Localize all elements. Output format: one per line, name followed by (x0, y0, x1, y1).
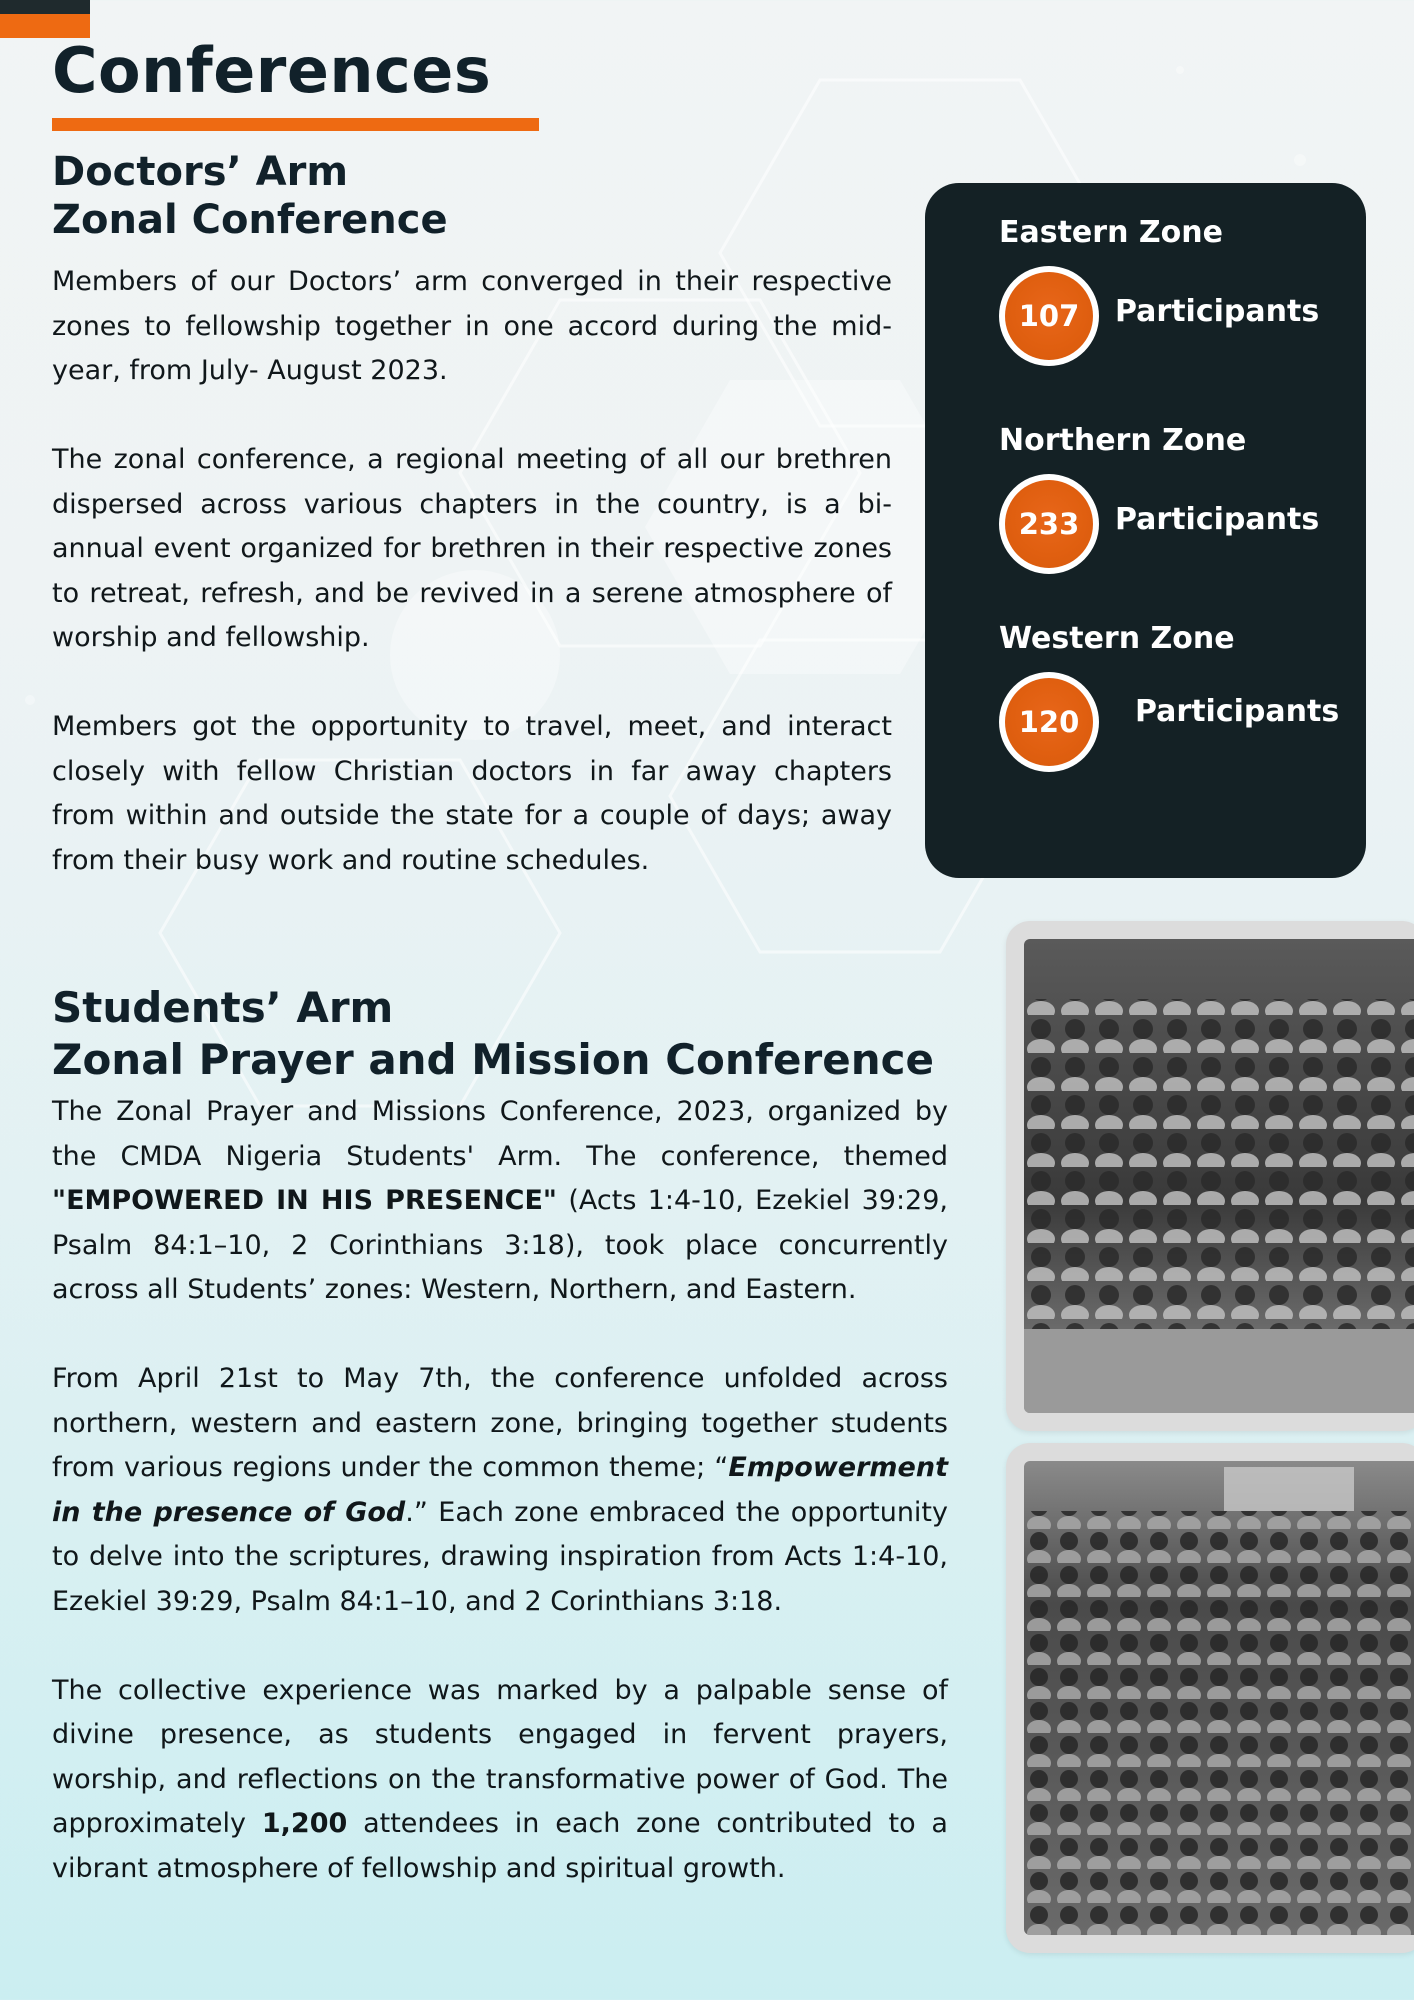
participant-count: 233 (1005, 480, 1093, 568)
participant-count-badge (999, 474, 1099, 574)
doctors-paragraph: The zonal conference, a regional meeting of all our brethren dispersed across various chapters in the country, is a bi-annual event organized for brethren in their respective zones to retreat, refresh, and be revived in a serene atmosphere of worship and fellowship. (52, 444, 892, 653)
participants-label: Participants (1115, 502, 1320, 537)
participant-count: 120 (1005, 678, 1093, 766)
text-run: The collective experience was marked by a palpable sense of divine presence, as students engaged in fervent prayers, worship, and reflections on the transformative power of God. The approximately (52, 1674, 948, 1839)
zone-northern (999, 423, 1320, 574)
participants-label: Participants (1135, 694, 1340, 729)
corner-dark-bar (0, 0, 90, 14)
group-photo-doctors (1024, 939, 1414, 1413)
attendee-number: 1,200 (261, 1808, 348, 1839)
students-paragraph (52, 1357, 948, 1624)
text-run: attendees in each zone contributed to a vibrant atmosphere of fellowship and spiritual growth. (52, 1808, 948, 1884)
doctors-heading-line2: Zonal Conference (52, 197, 448, 243)
photo-frame-doctors (1006, 921, 1414, 1431)
students-heading-line2: Zonal Prayer and Mission Conference (52, 1035, 935, 1084)
students-heading (52, 982, 934, 1086)
participant-count: 107 (1005, 272, 1093, 360)
students-paragraph (52, 1090, 948, 1313)
zone-name: Northern Zone (999, 423, 1247, 458)
title-underline (52, 118, 539, 131)
participant-count-badge (999, 672, 1099, 772)
photo-frame-students (1006, 1443, 1414, 1953)
students-paragraph (52, 1669, 948, 1892)
theme-bold: "EMPOWERED IN HIS PRESENCE" (52, 1185, 558, 1216)
students-body (52, 1090, 948, 1891)
text-run: .” Each zone embraced the opportunity to delve into the scriptures, drawing inspiration from Acts 1:4-10, Ezekiel 39:29, Psalm 84:1–10, and 2 Corinthians 3:18. (52, 1496, 948, 1617)
students-heading-line1: Students’ Arm (52, 983, 394, 1032)
doctors-body (52, 260, 892, 883)
zone-western (999, 621, 1340, 772)
doctors-heading (52, 148, 448, 244)
doctors-paragraph: Members got the opportunity to travel, meet, and interact closely with fellow Christian doctors in far away chapters from within and outside the state for a couple of days; away from their busy work and routine schedules. (52, 711, 892, 876)
group-photo-students (1024, 1461, 1414, 1935)
participants-label: Participants (1115, 294, 1320, 329)
doctors-paragraph: Members of our Doctors’ arm converged in their respective zones to fellowship together in one accord during the mid-year, from July- August 2023. (52, 266, 892, 386)
text-run: The Zonal Prayer and Missions Conference, 2023, organized by the CMDA Nigeria Students' Arm. The conference, themed (52, 1096, 948, 1172)
page-title: Conferences (52, 34, 492, 107)
text-run: (Acts 1:4-10, Ezekiel 39:29, Psalm 84:1–10, 2 Corinthians 3:18), took place concurrently across all Students’ zones: Western, Northern, and Eastern. (52, 1185, 948, 1305)
text-run: From April 21st to May 7th, the conference unfolded across northern, western and eastern zone, bringing together students from various regions under the common theme; “ (52, 1363, 948, 1483)
zone-eastern (999, 215, 1320, 366)
participant-count-badge (999, 266, 1099, 366)
zone-participants-card (925, 183, 1366, 878)
theme-bold-italic: Empowerment in the presence of God (52, 1452, 948, 1528)
doctors-heading-line1: Doctors’ Arm (52, 149, 349, 195)
zone-name: Eastern Zone (999, 215, 1223, 250)
zone-name: Western Zone (999, 621, 1235, 656)
